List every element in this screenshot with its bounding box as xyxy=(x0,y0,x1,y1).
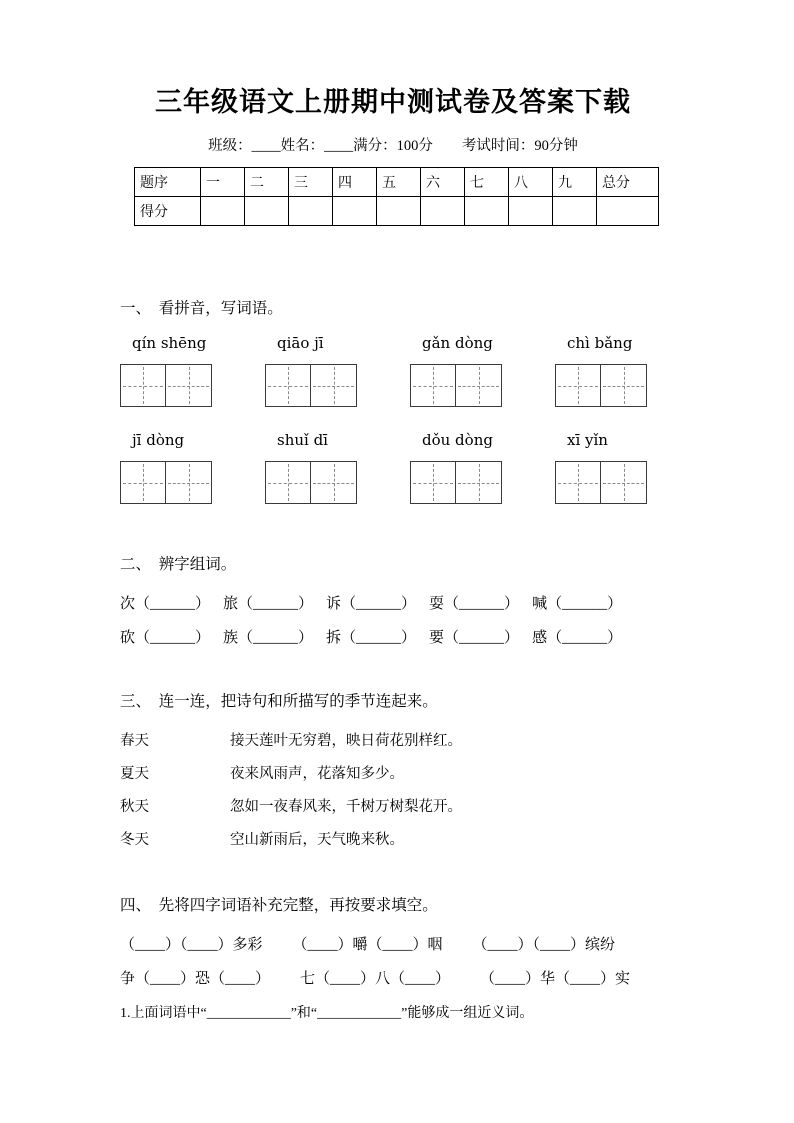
pinyin-grid-row-2 xyxy=(120,431,666,504)
score-table-header-row xyxy=(135,168,659,197)
score-table xyxy=(134,167,659,226)
pinyin-grid-row-1 xyxy=(120,334,666,407)
match-row xyxy=(120,729,666,750)
empty-score-cell xyxy=(333,197,377,226)
empty-score-cell xyxy=(597,197,659,226)
writing-cell xyxy=(456,462,501,503)
writing-grid xyxy=(265,461,357,504)
pinyin-block xyxy=(555,431,648,504)
section-3 xyxy=(120,689,666,849)
section-1-heading: 一、 看拼音，写词语。 xyxy=(120,300,283,318)
score-table-header-cell: 六 xyxy=(421,168,465,197)
pinyin-label: qiāo jī xyxy=(277,334,324,353)
empty-score-cell xyxy=(553,197,597,226)
writing-cell xyxy=(121,365,166,406)
poem-text: 接天莲叶无穷碧，映日荷花别样红。 xyxy=(230,733,462,750)
empty-score-cell xyxy=(509,197,553,226)
writing-grid xyxy=(120,364,212,407)
fill-row xyxy=(120,933,666,954)
pinyin-label: jī dòng xyxy=(132,431,185,450)
score-table-header-cell: 一 xyxy=(201,168,245,197)
writing-cell xyxy=(166,462,211,503)
section-1 xyxy=(120,296,666,504)
fill-row xyxy=(120,967,666,988)
pinyin-block xyxy=(265,431,358,504)
writing-grid xyxy=(555,461,647,504)
word-item: 拆（______） xyxy=(326,630,417,647)
exam-info-line: 班级：____姓名：____满分：100分 考试时间：90分钟 xyxy=(208,138,578,155)
word-item: 族（______） xyxy=(223,630,314,647)
writing-grid xyxy=(555,364,647,407)
word-item: 耍（______） xyxy=(429,596,520,613)
score-table-score-row xyxy=(135,197,659,226)
word-item: 喊（______） xyxy=(532,596,623,613)
pinyin-label: chì bǎng xyxy=(567,334,633,353)
section-3-heading: 三、 连一连，把诗句和所描写的季节连起来。 xyxy=(120,693,438,711)
poem-text: 空山新雨后，天气晚来秋。 xyxy=(230,832,404,849)
section-2-heading: 二、 辨字组词。 xyxy=(120,556,237,574)
score-table-header-cell: 二 xyxy=(245,168,289,197)
match-row xyxy=(120,795,666,816)
writing-cell xyxy=(556,462,601,503)
word-item: 旅（______） xyxy=(223,596,314,613)
pinyin-block xyxy=(265,334,358,407)
season-label: 春天 xyxy=(120,733,149,750)
empty-score-cell xyxy=(377,197,421,226)
idiom-blank: 七（____）八（____） xyxy=(300,971,451,988)
score-table-header-cell: 四 xyxy=(333,168,377,197)
section-4 xyxy=(120,893,666,1022)
idiom-blank: （____）（____）多彩 xyxy=(120,937,263,954)
word-item: 砍（______） xyxy=(120,630,211,647)
page-title: 三年级语文上册期中测试卷及答案下载 xyxy=(155,87,631,117)
writing-grid xyxy=(120,461,212,504)
score-label-cell: 得分 xyxy=(135,197,201,226)
idiom-blank: 争（____）恐（____） xyxy=(120,971,271,988)
writing-grid xyxy=(265,364,357,407)
writing-cell xyxy=(266,462,311,503)
word-item: 感（______） xyxy=(532,630,623,647)
word-row xyxy=(120,626,666,647)
score-table-header-cell: 八 xyxy=(509,168,553,197)
match-row xyxy=(120,828,666,849)
writing-cell xyxy=(266,365,311,406)
pinyin-block xyxy=(410,431,503,504)
word-item: 诉（______） xyxy=(326,596,417,613)
score-table-header-cell: 九 xyxy=(553,168,597,197)
idiom-blank: （____）（____）缤纷 xyxy=(472,937,616,954)
writing-cell xyxy=(556,365,601,406)
season-label: 冬天 xyxy=(120,832,149,849)
section-4-heading: 四、 先将四字词语补充完整，再按要求填空。 xyxy=(120,897,438,915)
empty-score-cell xyxy=(465,197,509,226)
word-row xyxy=(120,592,666,613)
writing-cell xyxy=(311,462,356,503)
writing-cell xyxy=(411,365,456,406)
pinyin-block xyxy=(555,334,648,407)
writing-cell xyxy=(411,462,456,503)
pinyin-label: shuǐ dī xyxy=(277,431,328,450)
writing-cell xyxy=(601,462,646,503)
match-row xyxy=(120,762,666,783)
season-label: 夏天 xyxy=(120,766,149,783)
writing-cell xyxy=(311,365,356,406)
idiom-blank: （____）华（____）实 xyxy=(480,971,631,988)
empty-score-cell xyxy=(201,197,245,226)
sub-question-1: 1.上面词语中“____________”和“____________”能够成一组近义词。 xyxy=(120,1006,534,1022)
empty-score-cell xyxy=(289,197,333,226)
poem-text: 夜来风雨声，花落知多少。 xyxy=(230,766,404,783)
pinyin-block xyxy=(410,334,503,407)
score-table-header-cell: 三 xyxy=(289,168,333,197)
pinyin-label: qín shēng xyxy=(132,334,207,353)
score-table-header-cell: 五 xyxy=(377,168,421,197)
writing-cell xyxy=(456,365,501,406)
writing-cell xyxy=(166,365,211,406)
idiom-blank: （____）嚼（____）咽 xyxy=(292,937,443,954)
poem-text: 忽如一夜春风来，千树万树梨花开。 xyxy=(230,799,462,816)
pinyin-label: gǎn dòng xyxy=(422,334,493,353)
writing-grid xyxy=(410,364,502,407)
empty-score-cell xyxy=(421,197,465,226)
pinyin-label: dǒu dòng xyxy=(422,431,493,450)
section-2 xyxy=(120,552,666,647)
empty-score-cell xyxy=(245,197,289,226)
pinyin-block xyxy=(120,431,213,504)
writing-cell xyxy=(121,462,166,503)
pinyin-block xyxy=(120,334,213,407)
word-item: 次（______） xyxy=(120,596,211,613)
writing-grid xyxy=(410,461,502,504)
pinyin-label: xī yǐn xyxy=(567,431,608,450)
word-item: 要（______） xyxy=(429,630,520,647)
score-table-header-cell: 总分 xyxy=(597,168,659,197)
score-table-header-cell: 题序 xyxy=(135,168,201,197)
writing-cell xyxy=(601,365,646,406)
score-table-header-cell: 七 xyxy=(465,168,509,197)
season-label: 秋天 xyxy=(120,799,149,816)
